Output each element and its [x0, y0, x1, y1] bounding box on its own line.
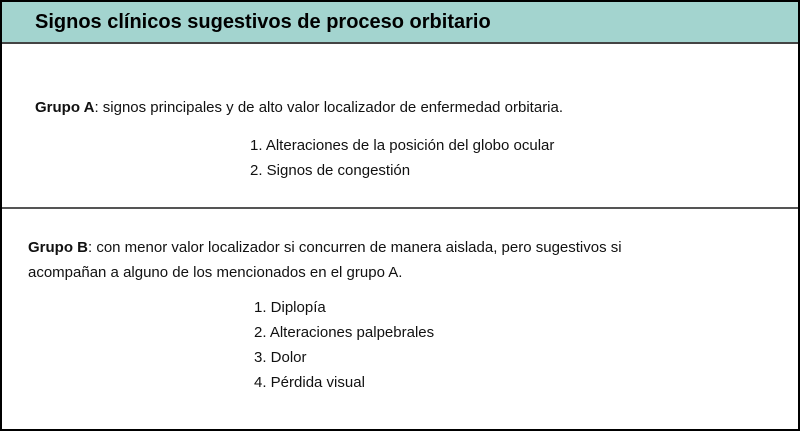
group-a-label: Grupo A: [35, 99, 95, 116]
table-header: [2, 2, 798, 44]
group-b-label: Grupo B: [28, 239, 88, 256]
group-b-description: [28, 235, 622, 285]
group-b-list: [254, 295, 434, 395]
group-a-text: : signos principales y de alto valor localizador de enfermedad orbitaria.: [94, 99, 564, 116]
list-item: 4. Pérdida visual: [254, 374, 365, 391]
list-item: 2. Alteraciones palpebrales: [254, 324, 435, 341]
group-b-text-line2: acompañan a alguno de los mencionados en el grupo A.: [28, 264, 403, 281]
list-item: 3. Dolor: [254, 349, 307, 366]
list-item: 2. Signos de congestión: [250, 162, 411, 179]
group-a-list: [250, 133, 554, 183]
list-item: 1. Diplopía: [254, 299, 326, 316]
table-title: Signos clínicos sugestivos de proceso orbitario: [35, 11, 491, 33]
group-b-text-line1: : con menor valor localizador si concurren de manera aislada, pero sugestivos si: [88, 239, 622, 256]
group-a-description: [35, 95, 563, 120]
list-item: 1. Alteraciones de la posición del globo ocular: [250, 137, 555, 154]
section-divider: [2, 207, 798, 209]
